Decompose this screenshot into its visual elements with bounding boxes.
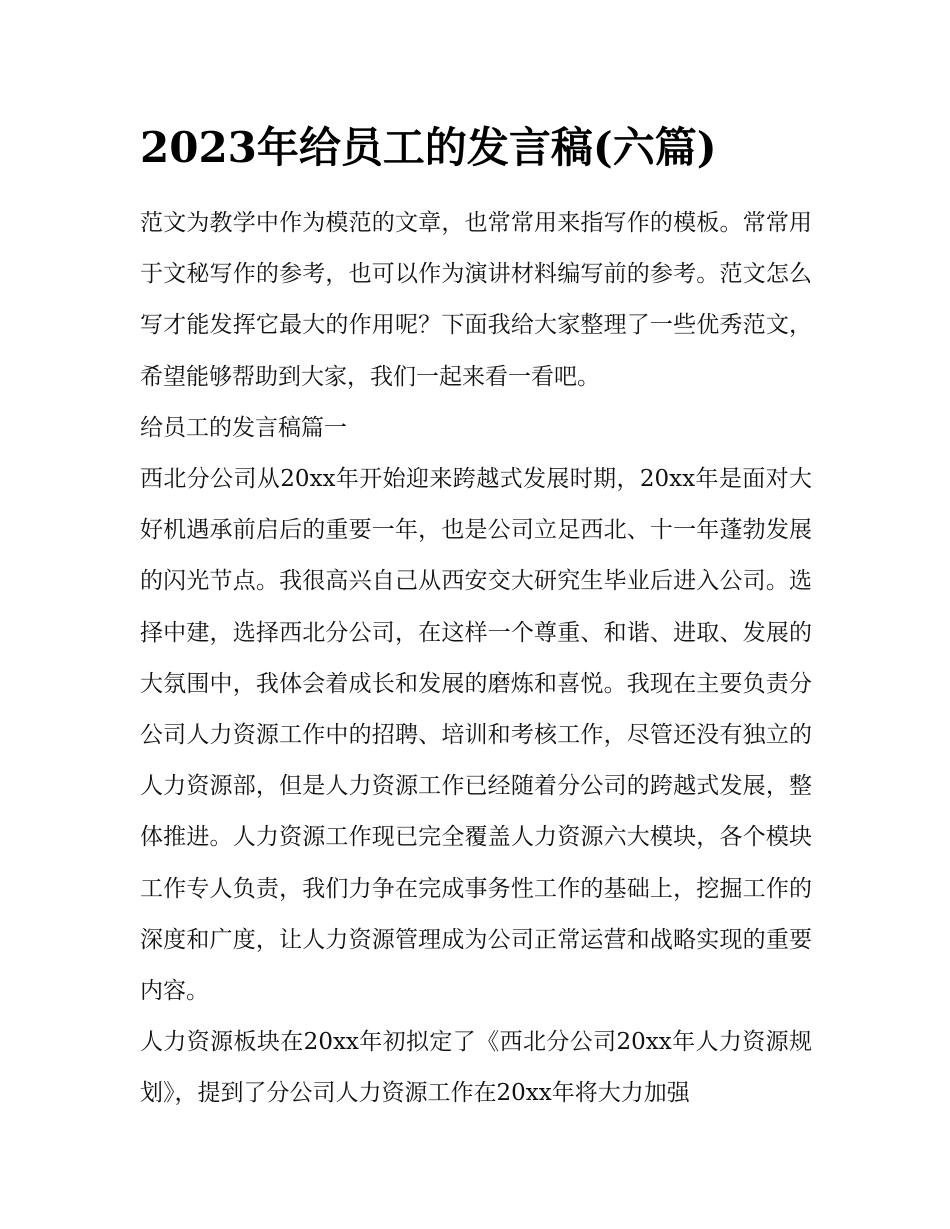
document-title: 2023年给员工的发言稿(六篇) — [140, 123, 717, 172]
document-body — [140, 198, 812, 1120]
section-heading: 给员工的发言稿篇一 — [140, 414, 347, 441]
intro-paragraph: 范文为教学中作为模范的文章，也常常用来指写作的模板。常常用于文秘写作的参考，也可以作为演讲材料编写前的参考。范文怎么写才能发挥它最大的作用呢？下面我给大家整理了一些优秀范文，希望能够帮助到大家，我们一起来看一看吧。 — [140, 210, 812, 390]
body-paragraph-1: 西北分公司从20xx年开始迎来跨越式发展时期，20xx年是面对大好机遇承前启后的重要一年，也是公司立足西北、十一年蓬勃发展的闪光节点。我很高兴自己从西安交大研究生毕业后进入公司。选择中建，选择西北分公司，在这样一个尊重、和谐、进取、发展的大氛围中，我体会着成长和发展的磨炼和喜悦。我现在主要负责分公司人力资源工作中的招聘、培训和考核工作，尽管还没有独立的人力资源部，但是人力资源工作已经随着分公司的跨越式发展，整体推进。人力资源工作现已完全覆盖人力资源六大模块，各个模块工作专人负责，我们力争在完成事务性工作的基础上，挖掘工作的深度和广度，让人力资源管理成为公司正常运营和战略实现的重要内容。 — [140, 466, 812, 1005]
body-paragraph-2: 人力资源板块在20xx年初拟定了《西北分公司20xx年人力资源规划》，提到了分公司人力资源工作在20xx年将大力加强 — [140, 1029, 812, 1107]
